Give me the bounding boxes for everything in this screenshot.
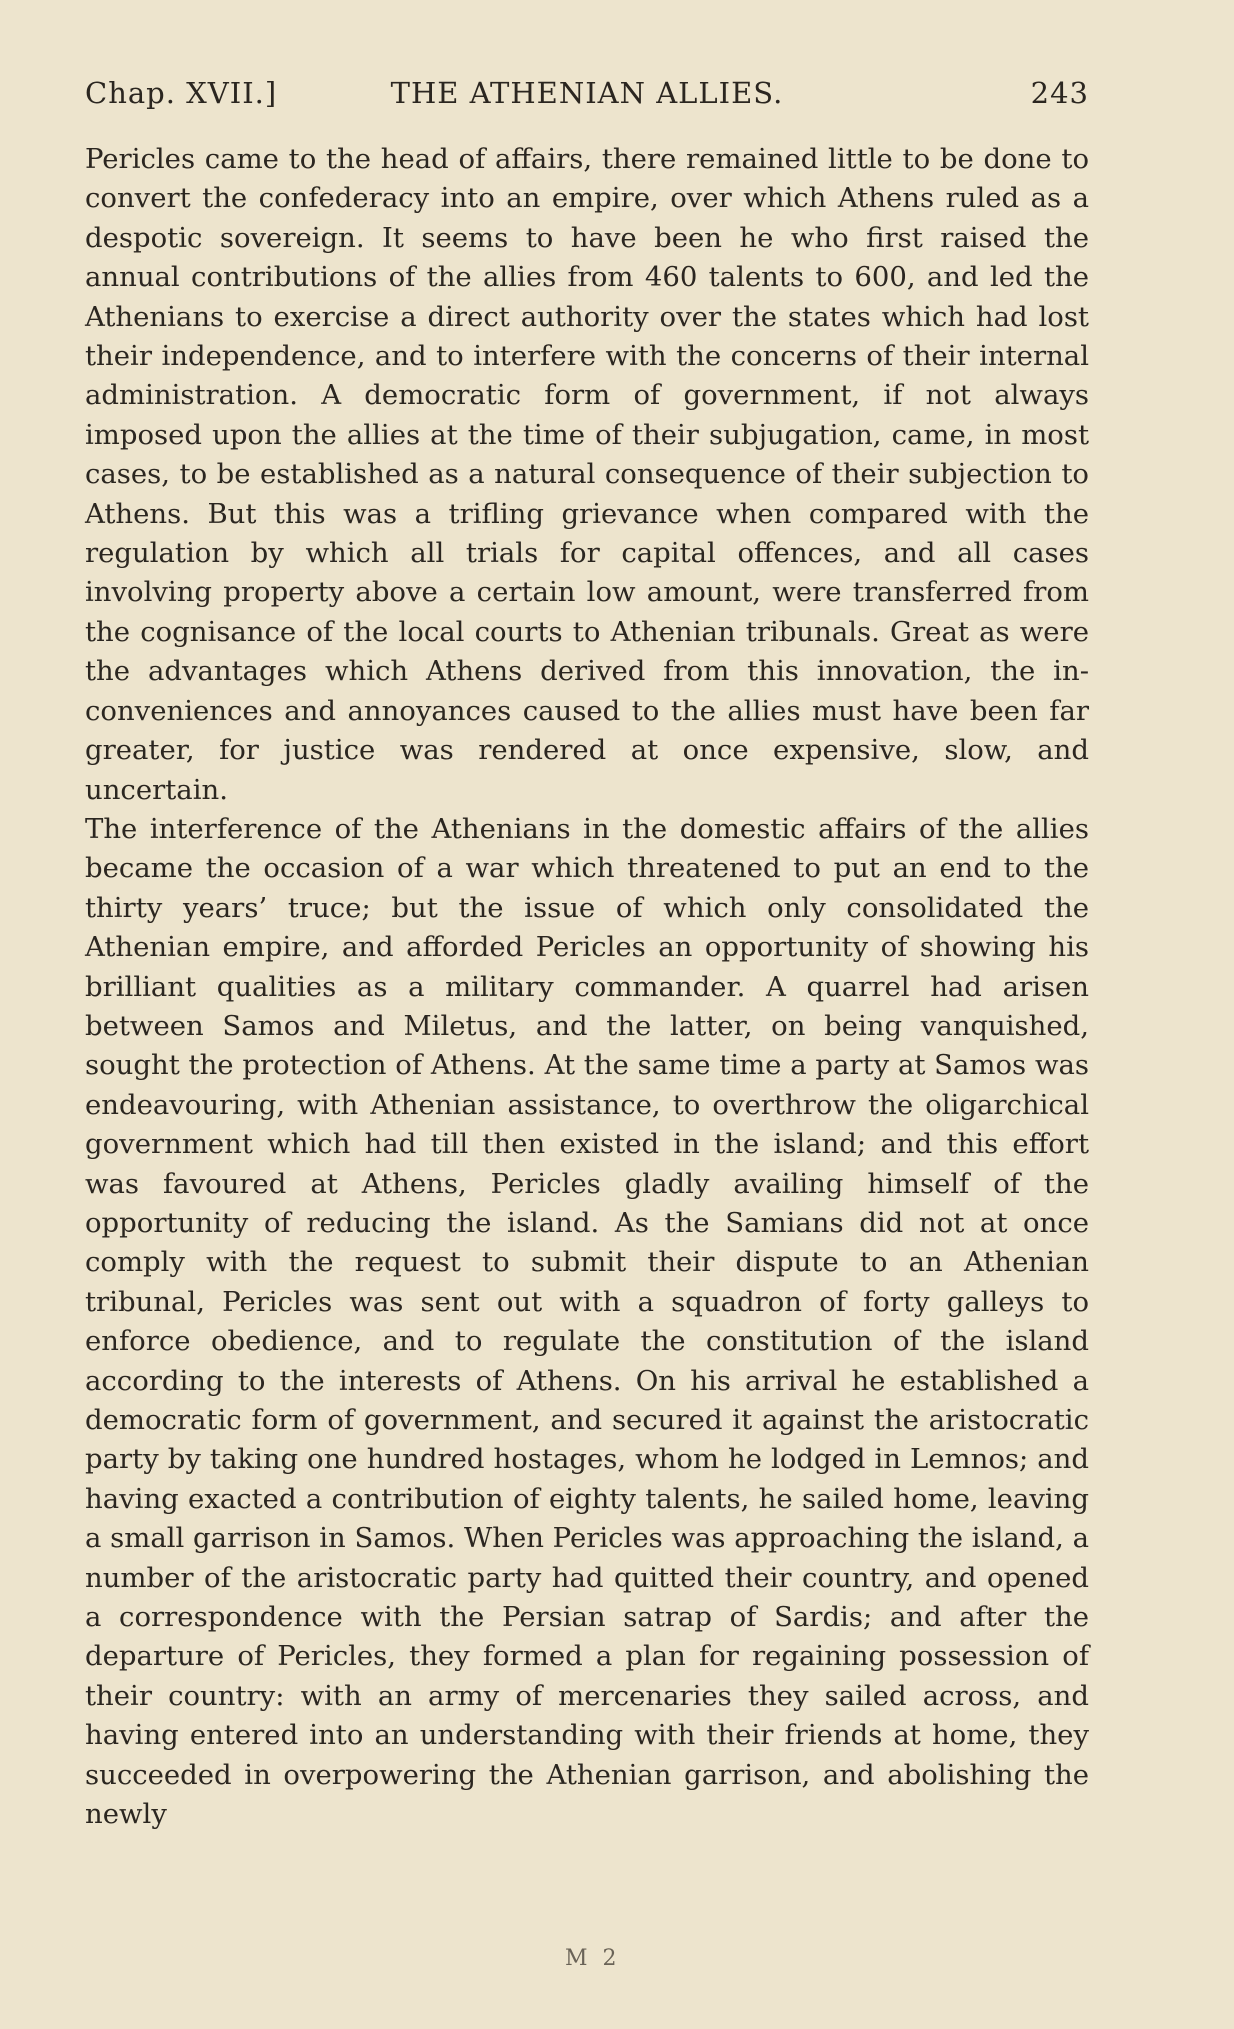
signature-mark: M 2 bbox=[565, 1946, 621, 1971]
paragraph-2: The interference of the Athenians in the domestic affairs of the allies became the occasion of a war which threatened to put an end to the thirty years’ truce; but the issue of which only consolidated the Athenian empire, and afforded Pericles an opportunity of showing his brilliant qualities as a military commander. A quarrel had arisen between Samos and Miletus, and the latter, on being vanquished, sought the protection of Athens. At the same time a party at Samos was endeavouring, with Athenian assistance, to overthrow the oligarchical government which had till then existed in the island; and this effort was favoured at Athens, Pericles gladly availing himself of the opportunity of reducing the island. As the Samians did not at once comply with the request to submit their dispute to an Athenian tribunal, Pericles was sent out with a squadron of forty galleys to enforce obedience, and to regulate the constitution of the island according to the interests of Athens. On his arrival he established a democratic form of government, and secured it against the aristocratic party by taking one hundred hostages, whom he lodged in Lemnos; and having exacted a contribution of eighty talents, he sailed home, leaving a small garrison in Samos. When Pericles was approaching the island, a number of the aristocratic party had quitted their country, and opened a correspondence with the Persian satrap of Sardis; and after the departure of Pericles, they formed a plan for regaining possession of their country: with an army of mercenaries they sailed across, and having entered into an understanding with their friends at home, they succeeded in overpowering the Athenian garrison, and abolishing the newly bbox=[85, 812, 1090, 1831]
running-header bbox=[85, 70, 1089, 116]
paragraph-1: Pericles came to the head of affairs, there remained little to be done to convert the confederacy into an empire, over which Athens ruled as a despotic sovereign. It seems to have been he who first raised the annual contributions of the allies from 460 talents to 600, and led the Athenians to exercise a direct authority over the states which had lost their independence, and to interfere with the concerns of their internal administration. A democratic form of government, if not always imposed upon the allies at the time of their subjugation, came, in most cases, to be established as a natural consequence of their subjection to Athens. But this was a trifling grievance when compared with the regulation by which all trials for capital offences, and all cases involving property above a certain low amount, were transferred from the cognisance of the local courts to Athenian tribunals. Great as were the advantages which Athens derived from this innovation, the inconveniences and annoyances caused to the allies must have been far greater, for justice was rendered at once expensive, slow, and uncertain. bbox=[85, 143, 1089, 806]
body-text bbox=[85, 140, 1089, 1834]
running-title: THE ATHENIAN ALLIES. bbox=[390, 76, 784, 110]
page-number: 243 bbox=[1030, 76, 1089, 110]
book-page bbox=[85, 70, 1089, 1834]
chapter-label: Chap. XVII.] bbox=[85, 76, 278, 110]
